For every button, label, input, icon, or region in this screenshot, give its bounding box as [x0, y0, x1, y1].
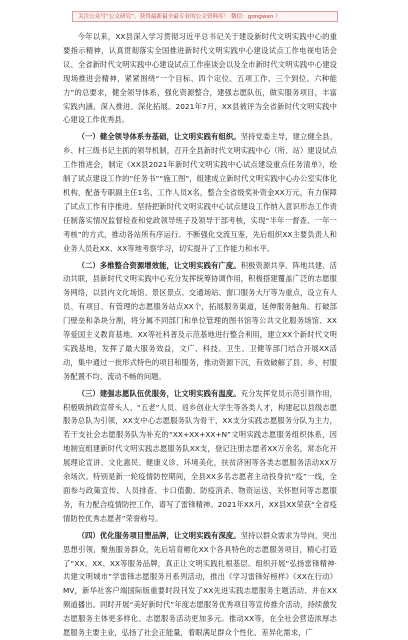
document-body [63, 30, 337, 640]
section-2-text: 积极资源共享、阵地共建、活动共联，县新时代文明实践中心充分发挥统筹协调作用，积极搭建覆盖广泛的志愿服务网络，以县内文化场馆、景区景点、交通场站、窗口服务大厅等为重点，设立有人员、有项目、有管理的志愿服务站点XX个，拓展服务渠道，延伸服务触角。打破部门壁垒和条块分割，将分属不同部门和单位管理的图书馆等公共文化服务场馆、XX等爱国主义教育基地、XX等社科普及示范基地进行整合利用，建立XX个新时代文明实践基地，发挥了最大服务效益，文广、科技、卫生、卫健等部门结合开展XX活动，集中通过一批形式特色的项目和服务，推动资源下沉，有效破解了县、乡、村服务配置不均、流动不畅的问题。 [63, 260, 337, 381]
top-banner [72, 11, 338, 22]
section-1-text: 坚持党委主导，建立健全县、乡、村三级书记主抓的领导机制，召开全县新时代文明实践中心（所、站）建设试点工作推进会，制定《XX县2021年新时代文明实践中心试点建设重点任务清单》，绘制了试点建设工作的“任务书”“施工图”，组建成立新时代文明实践中心办公室实体化机构，配备专职副主任1名，工作人员X名，整合全省级奖补资金XX万元，有力保障了试点工作有序推进。坚持把新时代文明实践中心试点建设工作纳入意识形态工作责任制落实情况监督检查和党政领导班子及领导干部考核，实现“半年一督查、一年一考核”的方式，推动各站所有序运行。不断强化交流互鉴，先后组织XX主要负责人和业务人员赴XX、XX等地考察学习，切实提升了工作能力和水平。 [63, 132, 337, 253]
banner-text: 关注公众号“公文研究”，获得最新最全最专业的公文资料库！ 微信：gongwen ） [78, 14, 281, 20]
section-4-text: 坚持以群众需求为导向，突出思想引领，聚焦服务群众，先后培育孵化XX个各具特色的志愿服务项目，精心打造了“XX、XX、XX等服务品牌，真正让文明实践扎根基层。组织开展“弘扬雷锋精神·共建文明城市”学雷锋志愿服务月系列活动，推出《学习雷锋好榜样》《XX在行动》MV，新华社客户端国际版重要时段刊发了XX先进实践志愿服务主题活动、并在XX频道播出。同时开展“美好新时代”年度志愿服务优秀项目等宣传推介活动，持续激发志愿服务主体更多样化、志愿服务活动更加多元。推动XX等，在全社会营造浓厚志愿服务主要主业，弘扬了社会正能量，着眼满足群众个性化、差异化需求，广 [63, 530, 337, 638]
paragraph-intro [63, 30, 337, 127]
section-1-heading: （一）健全领导体系夯基础，让文明实践有组织。 [77, 132, 241, 142]
paragraph-section-1 [63, 130, 337, 255]
section-3-heading: （三）建强志愿队伍优服务，让文明实践有温度。 [77, 388, 241, 398]
section-4-heading: （四）优化服务项目塑品牌，让文明实践有深度。 [77, 530, 241, 540]
paragraph-section-3 [63, 387, 337, 526]
section-3-text: 充分发挥党员示范引领作用，积极吸纳政宣带头人、“五老”人员、返乡创业大学生等各类人才，构建起以县级志愿服务总队为引领，XX支中心志愿服务队为骨干，XX支分实践志愿服务分队为主力，若干支社会志愿服务队为补充的“XX+XX+XX+N”文明实践志愿服务组织体系，因地制宜组建新时代文明实践志愿服务队XX支，登记注册志愿者XX万余名，常态化开展理论宣讲、文化惠民、健康义诊、环境美化，扶贫济困等各类志愿服务活动XX万余场次。特别是新一轮疫情防控期间，全县XX多名志愿者主动投身抗“疫”一线，全面参与政策宣传、人员排查、卡口值勤、防疫消杀、物资运送、关怀慰问等志愿服务，有力配合疫情防控工作，谱写了雷锋精神。2021年XX月，XX县XX荣获“全省疫情防控优秀志愿者”荣誉称号。 [63, 388, 337, 523]
section-2-heading: （二）多维整合资源增效能，让文明实践有广度。 [77, 260, 241, 270]
paragraph-section-4 [63, 529, 337, 640]
paragraph-section-2 [63, 259, 337, 384]
paragraph-intro-text: 今年以来，XX县深入学习贯彻习近平总书记关于建设新时代文明实践中心的重要指示精神，认真贯彻落实全国推进新时代文明实践中心建设试点工作电视电话会议、全省新时代文明实践中心建设试点工作座谈会以及全市新时代文明实践中心建设现场推进会精神，紧紧围绕“一个目标、四个定位、五项工作、三个到位、六种能力”的总要求，健全领导体系，强化资源整合，建强志愿队伍，做实服务项目，丰富实践内涵，深入推进、深化拓展。2021年7月，XX县被评为全省新时代文明实践中心建设工作优秀县。 [63, 32, 337, 125]
